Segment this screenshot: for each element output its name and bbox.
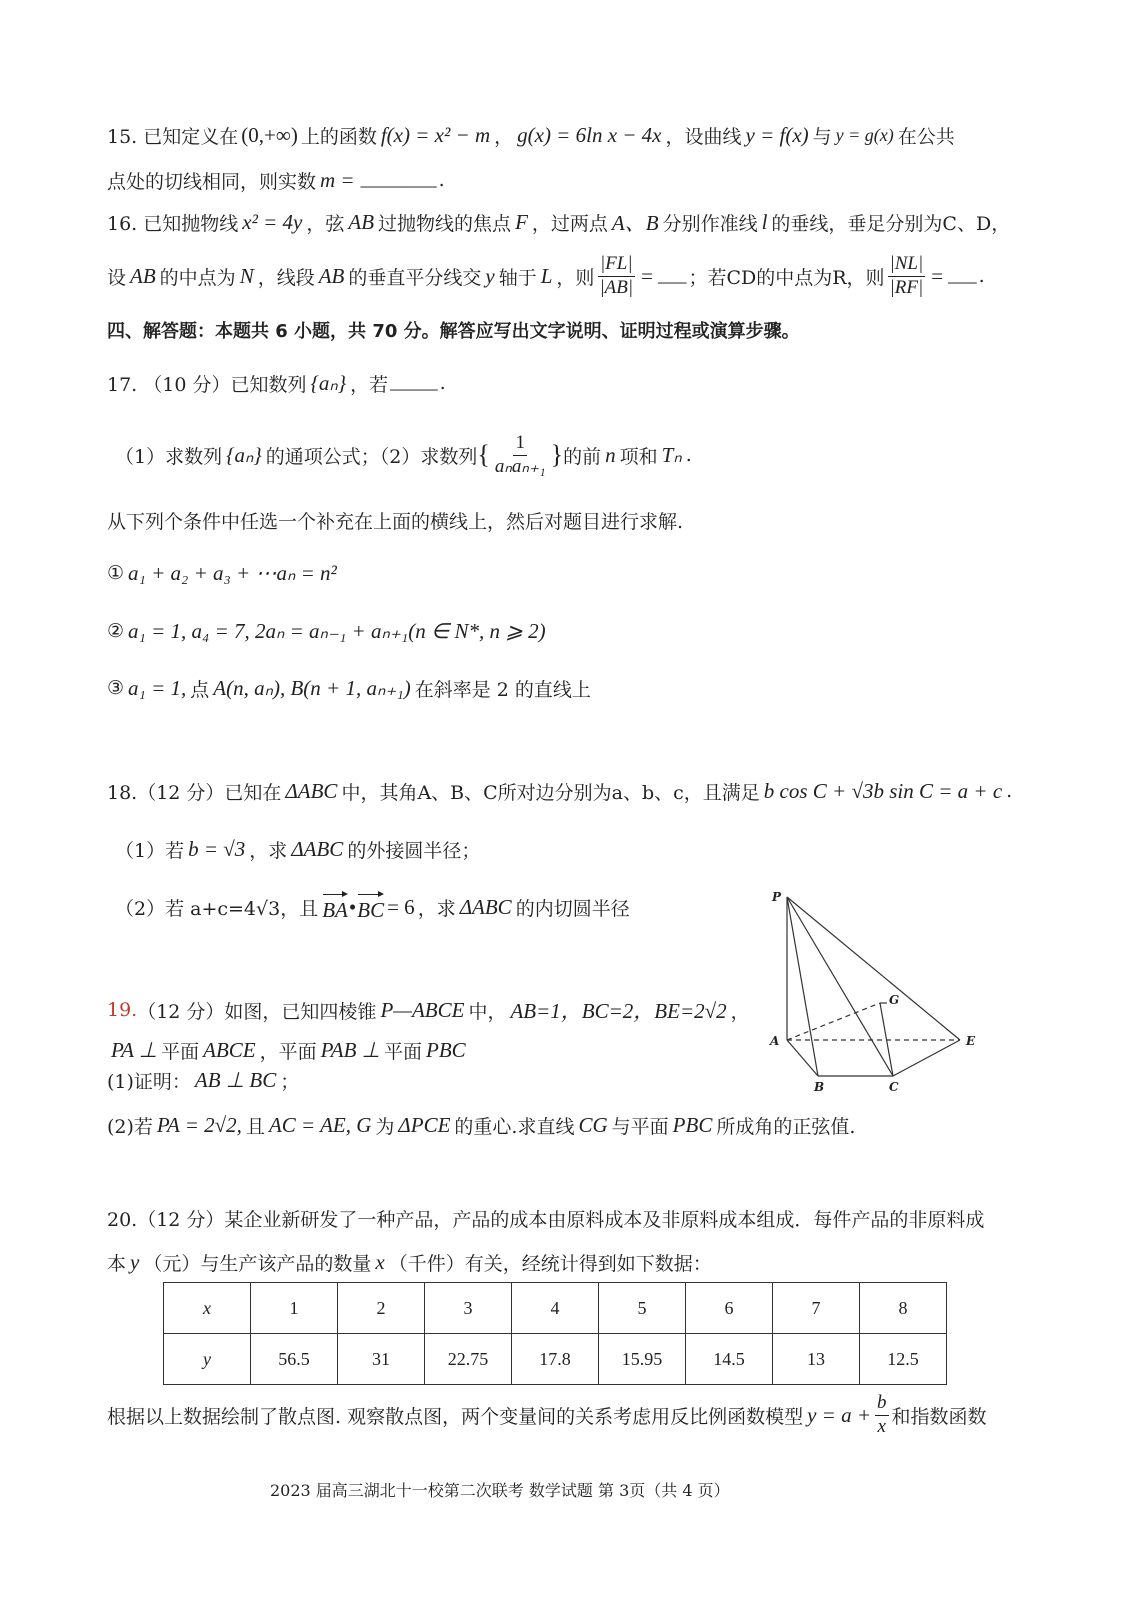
table-row-y: [164, 1334, 947, 1385]
q16-text: 过抛物线的焦点: [378, 212, 512, 235]
q17-condition-2: [107, 615, 550, 647]
q17-line-3: [107, 504, 683, 536]
q18-text: 的内切圆半径: [515, 897, 630, 920]
q19-text: 所成角的正弦值.: [716, 1115, 856, 1138]
q17-text: .: [685, 444, 692, 466]
q16-text: 16. 已知抛物线: [107, 212, 239, 235]
q20-text: 和指数函数: [891, 1405, 987, 1428]
vertex-label-c: C: [889, 1080, 899, 1094]
math-symbol: l: [761, 209, 768, 234]
condition-formula: a₁ + a₂ + a₃ + ⋯aₙ = n²: [128, 560, 337, 585]
answer-blank: ________: [360, 169, 437, 190]
function-g: g(x) = 6ln x − 4x: [517, 122, 662, 147]
q20-line-3: [107, 1389, 987, 1441]
q18-line-1: [107, 775, 1012, 807]
q16-text: 分别作准线: [662, 212, 758, 235]
math-symbol: x: [375, 1249, 385, 1274]
q19-text: ；: [280, 1070, 300, 1093]
table-cell: 6: [686, 1283, 773, 1334]
model-formula: y = a +: [807, 1402, 872, 1427]
segment-ag-hidden: [787, 1003, 880, 1040]
table-cell: 56.5: [251, 1334, 338, 1385]
table-cell: 12.5: [860, 1334, 947, 1385]
math-symbol: n: [605, 442, 616, 467]
table-cell: 5: [599, 1283, 686, 1334]
q19-text: 中，: [468, 1000, 507, 1023]
q17-text: 点: [190, 678, 210, 701]
q16-text: ；若CD的中点为R，则: [688, 266, 885, 289]
equals-sign: =: [641, 263, 653, 288]
math-symbol: A、B: [611, 211, 659, 235]
q15-text: 15. 已知定义在: [107, 125, 239, 148]
answer-blank: ___: [948, 265, 977, 286]
q16-text: ，过两点: [531, 212, 608, 235]
section-heading: [107, 314, 800, 346]
q17-instruction: 从下列个条件中任选一个补充在上面的横线上，然后对题目进行求解.: [107, 510, 684, 533]
q19-text: 且: [245, 1115, 265, 1138]
table-cell: 1: [251, 1283, 338, 1334]
triangle-symbol: ΔABC: [291, 836, 344, 861]
function-f: f(x) = x² − m: [380, 122, 491, 147]
q16-text: ，则: [556, 266, 595, 289]
q15-text: ，: [494, 125, 514, 148]
fraction-denominator: aₙaₙ₊₁: [494, 455, 546, 477]
pyramid-figure: [760, 885, 990, 1100]
fraction-denominator: x: [877, 1415, 886, 1437]
sequence-symbol: {aₙ}: [310, 370, 347, 395]
math-symbol: AB: [348, 209, 375, 234]
condition-formula: a₁ = 1, a₄ = 7, 2aₙ = aₙ₋₁ + aₙ₊₁(n ∈ N*, n ⩾ 2): [128, 618, 546, 643]
q20-text: （千件）有关，经统计得到如下数据：: [388, 1252, 712, 1275]
math-expression: ABCE: [203, 1037, 256, 1062]
q18-text: 的外接圆半径；: [347, 839, 481, 862]
q20-text: （元）与生产该产品的数量: [143, 1252, 372, 1275]
math-symbol: AB: [130, 263, 156, 288]
q17-text: 17. （10 分）已知数列: [107, 373, 307, 396]
condition-blank: _____: [390, 372, 438, 393]
q17-line-1: [107, 367, 446, 399]
table-cell: 7: [773, 1283, 860, 1334]
q17-text: .: [439, 372, 446, 394]
fraction-numerator: |NL|: [888, 253, 926, 277]
q19-line-1: [107, 994, 750, 1026]
q16-text: 的中点为: [159, 266, 236, 289]
edge-ab: [787, 1040, 818, 1076]
fraction-denominator: |AB|: [599, 276, 634, 298]
table-cell: 17.8: [512, 1334, 599, 1385]
q15-text: .: [438, 169, 445, 191]
table-cell: 31: [338, 1334, 425, 1385]
q18-text: ，求: [417, 897, 456, 920]
math-symbol: y: [130, 1249, 140, 1274]
equals-sign: =: [931, 263, 944, 288]
vertex-label-a: A: [770, 1034, 780, 1048]
table-row-label: y: [164, 1334, 251, 1385]
fraction-reciprocal-product: [493, 432, 548, 479]
q17-text: 项和: [619, 445, 658, 468]
math-expression: PAB ⊥: [320, 1037, 380, 1062]
q16-text: 设: [107, 266, 127, 289]
dot-operator: •: [348, 894, 357, 919]
q19-line-3: [107, 1064, 299, 1096]
table-cell: 8: [860, 1283, 947, 1334]
q15-text: 在公共: [897, 125, 955, 148]
data-table: [163, 1282, 947, 1385]
q17-condition-3: [107, 672, 591, 704]
q19-text: ，平面: [259, 1040, 317, 1063]
math-expression: PBC: [426, 1037, 466, 1062]
q18-text: ，求: [249, 839, 288, 862]
q16-line-1: [107, 206, 1010, 238]
q19-text: 与平面: [611, 1115, 669, 1138]
q19-text: 的重心.求直线: [454, 1115, 575, 1138]
right-brace: }: [550, 440, 564, 469]
q20-text: 根据以上数据绘制了散点图. 观察散点图，两个变量间的关系考虑用反比例函数模型: [107, 1405, 804, 1428]
q19-text: (2)若: [107, 1115, 153, 1138]
table-cell: 2: [338, 1283, 425, 1334]
math-symbol: Tₙ: [661, 442, 682, 467]
q20-line-2: [107, 1246, 712, 1278]
table-cell: 22.75: [425, 1334, 512, 1385]
q16-text: ，弦: [306, 212, 345, 235]
q15-text: 与: [812, 125, 832, 148]
q16-text: .: [978, 265, 985, 287]
condition-marker: ③: [107, 677, 125, 699]
q17-condition-1: [107, 557, 341, 589]
q19-line-2: [107, 1034, 470, 1066]
q17-text: 的前: [563, 445, 602, 468]
vertex-label-p: P: [772, 890, 782, 904]
edge-lengths: AB=1，BC=2，BE=2√2: [510, 999, 727, 1023]
table-cell: 4: [512, 1283, 599, 1334]
table-cell: 3: [425, 1283, 512, 1334]
q18-text: .: [1006, 780, 1013, 802]
q19-number: 19.: [107, 999, 138, 1021]
condition-formula: A(n, aₙ), B(n + 1, aₙ₊₁): [213, 675, 411, 700]
math-expression: = 6: [387, 894, 415, 919]
left-brace: {: [477, 440, 490, 469]
q18-text: （2）若 a+c=4√3，且: [115, 897, 319, 920]
q17-text: （1）求数列: [115, 445, 223, 468]
parabola-equation: x² = 4y: [242, 209, 303, 234]
fraction-numerator: b: [875, 1392, 889, 1416]
math-expression: PBC: [672, 1112, 713, 1137]
triangle-symbol: ΔABC: [459, 894, 512, 919]
fraction-fl-ab: [597, 253, 635, 300]
math-expression: b = √3: [188, 836, 246, 861]
table-cell: 14.5: [686, 1334, 773, 1385]
math-symbol: F: [515, 209, 528, 234]
q20-text: 本: [107, 1252, 127, 1275]
q19-text: 平面: [383, 1040, 422, 1063]
edge-ce: [893, 1040, 960, 1076]
sequence-symbol: {aₙ}: [226, 442, 262, 467]
q17-text: 在斜率是 2 的直线上: [414, 678, 591, 701]
page-footer: 2023 届高三湖北十一校第二次联考 数学试题 第 3页（共 4 页）: [270, 1481, 730, 1500]
q16-text: 轴于: [498, 266, 537, 289]
triangle-symbol: ΔPCE: [398, 1112, 451, 1137]
fraction-nl-rf: [888, 253, 926, 300]
q19-text: (1)证明：: [107, 1070, 191, 1093]
math-expression: AB ⊥ BC: [194, 1067, 277, 1092]
fraction-denominator: |RF|: [889, 276, 924, 298]
q20-line-1: [107, 1202, 984, 1234]
interval: (0,+∞): [241, 122, 298, 147]
q15-line-1: [107, 119, 955, 151]
vector-ba: BA: [322, 891, 348, 923]
math-symbol: L: [540, 263, 553, 288]
curve-g: y = g(x): [835, 124, 894, 145]
q17-line-2: [115, 425, 692, 485]
q15-line-2: [107, 164, 445, 196]
q19-text: 为: [375, 1115, 395, 1138]
math-expression: AC = AE, G: [268, 1112, 372, 1137]
math-symbol: N: [239, 263, 254, 288]
point-label-g: G: [889, 993, 900, 1007]
q15-text: ，设曲线: [665, 125, 742, 148]
table-row-x: [164, 1283, 947, 1334]
vertex-label-e: E: [966, 1034, 976, 1048]
triangle-symbol: ΔABC: [285, 778, 338, 803]
q19-text: ，: [730, 1000, 750, 1023]
q19-text: 平面: [161, 1040, 200, 1063]
condition-formula: a₁ = 1,: [128, 675, 187, 700]
q18-text: 18.（12 分）已知在: [107, 781, 282, 804]
answer-blank: ___: [657, 265, 687, 286]
pyramid-name: P—ABCE: [380, 997, 465, 1022]
vertex-label-b: B: [814, 1080, 825, 1094]
q18-text: （1）若: [115, 839, 185, 862]
q16-text: 的垂线，垂足分别为C、D，: [771, 212, 1011, 235]
math-expression: PA = 2√2,: [156, 1112, 242, 1137]
math-symbol: y: [485, 263, 495, 288]
fraction-b-over-x: [875, 1392, 889, 1439]
q18-line-3: [115, 891, 630, 923]
section-heading-text: 四、解答题：本题共 6 小题，共 70 分。解答应写出文字说明、证明过程或演算步骤。: [107, 321, 800, 342]
condition-marker: ②: [107, 620, 125, 642]
q17-text: 的通项公式；（2）求数列: [265, 445, 478, 468]
curve-f: y = f(x): [745, 122, 809, 147]
q16-line-2: [107, 250, 985, 302]
q18-text: 中，其角A、B、C所对边分别为a、b、c，且满足: [341, 781, 760, 804]
q16-text: 的垂直平分线交: [348, 266, 482, 289]
q15-text: 点处的切线相同，则实数: [107, 170, 317, 193]
answer-variable: m =: [320, 167, 355, 192]
math-expression: PA ⊥: [111, 1037, 158, 1062]
q19-text: （12 分）如图，已知四棱锥: [137, 1000, 377, 1023]
table-cell: 13: [773, 1334, 860, 1385]
q16-text: ，线段: [257, 266, 315, 289]
edge-pe: [787, 897, 960, 1040]
q20-text: 20.（12 分）某企业新研发了一种产品，产品的成本由原料成本及非原料成本组成．每件产品的非原料成: [107, 1208, 985, 1231]
q17-text: ，若: [350, 373, 389, 396]
condition-marker: ①: [107, 562, 125, 584]
table-cell: 15.95: [599, 1334, 686, 1385]
fraction-numerator: |FL|: [598, 253, 635, 277]
vector-bc: BC: [357, 891, 384, 923]
table-row-label: x: [164, 1283, 251, 1334]
q19-line-4: [107, 1109, 855, 1141]
math-symbol: AB: [318, 263, 345, 288]
q15-text: 上的函数: [300, 125, 377, 148]
math-expression: CG: [578, 1112, 608, 1137]
q18-line-2: [115, 833, 480, 865]
fraction-numerator: 1: [513, 432, 527, 456]
condition-equation: b cos C + √3b sin C = a + c: [763, 778, 1003, 803]
